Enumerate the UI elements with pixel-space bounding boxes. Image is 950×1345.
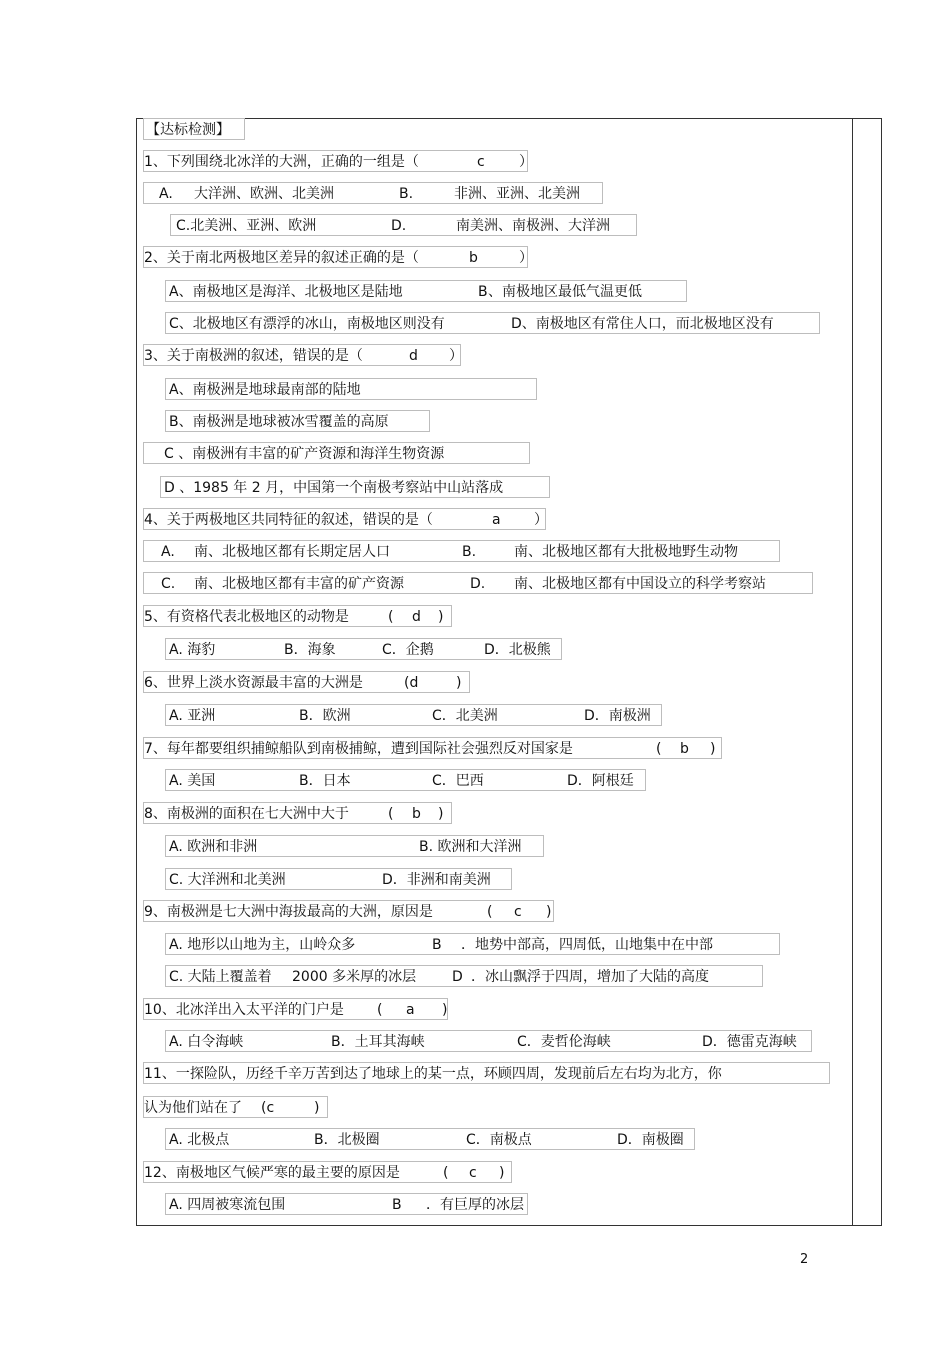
- line-segment: C. 大洋洲和北美洲: [169, 872, 286, 888]
- question-line: [165, 638, 562, 660]
- question-line: [143, 998, 448, 1020]
- question-line: [143, 508, 546, 530]
- line-segment: ）: [519, 154, 533, 170]
- question-line: [143, 900, 554, 922]
- line-segment: D．阿根廷: [567, 773, 634, 789]
- line-segment: 9、南极洲是七大洲中海拔最高的大洲，原因是: [144, 904, 433, 920]
- line-segment: ): [442, 1002, 448, 1018]
- line-segment: 4、关于两极地区共同特征的叙述，错误的是（: [144, 512, 433, 528]
- line-segment: ．有巨厚的冰层: [426, 1197, 524, 1213]
- line-segment: 南、北极地区都有大批极地野生动物: [514, 544, 738, 560]
- line-segment: B．北极圈: [314, 1132, 380, 1148]
- question-line: [143, 442, 530, 464]
- line-segment: ): [710, 741, 716, 757]
- line-segment: ．冰山飘浮于四周，增加了大陆的高度: [471, 969, 709, 985]
- line-segment: D: [452, 969, 463, 985]
- line-segment: 认为他们站在了: [144, 1100, 242, 1116]
- line-segment: D.: [470, 576, 486, 592]
- line-segment: 南美洲、南极洲、大洋洲: [456, 218, 610, 234]
- question-line: [143, 540, 780, 562]
- line-segment: 11、一探险队，历经千辛万苦到达了地球上的某一点，环顾四周，发现前后左右均为北方，你: [144, 1066, 722, 1082]
- line-segment: A.: [161, 544, 175, 560]
- line-segment: B.: [462, 544, 477, 560]
- question-line: [143, 182, 603, 204]
- line-segment: D．德雷克海峡: [702, 1034, 797, 1050]
- question-line: [143, 671, 470, 693]
- line-segment: B、南极洲是地球被冰雪覆盖的高原: [169, 414, 389, 430]
- line-segment: 非洲、亚洲、北美洲: [454, 186, 580, 202]
- question-line: [143, 1062, 830, 1084]
- line-segment: b: [469, 250, 478, 266]
- question-line: [165, 312, 820, 334]
- question-line: [143, 246, 533, 268]
- line-segment: d: [412, 609, 421, 625]
- question-line: [165, 280, 687, 302]
- table-column-divider: [852, 118, 853, 1226]
- line-segment: 南、北极地区都有中国设立的科学考察站: [514, 576, 766, 592]
- question-line: [143, 802, 452, 824]
- section-title: [143, 118, 245, 140]
- line-segment: C.北美洲、亚洲、欧洲: [176, 218, 317, 234]
- line-segment: ): [499, 1165, 505, 1181]
- question-line: [143, 1161, 512, 1183]
- question-line: [165, 378, 537, 400]
- question-line: [165, 835, 544, 857]
- question-line: [165, 410, 430, 432]
- question-line: [165, 868, 512, 890]
- line-segment: 3、关于南极洲的叙述，错误的是（: [144, 348, 363, 364]
- line-segment: ): [456, 675, 462, 691]
- line-segment: C．企鹅: [382, 642, 434, 658]
- line-segment: D 、1985 年 2 月，中国第一个南极考察站中山站落成: [164, 480, 504, 496]
- line-segment: D．非洲和南美洲: [382, 872, 491, 888]
- line-segment: 大洋洲、欧洲、北美洲: [194, 186, 334, 202]
- line-segment: 1、下列围绕北冰洋的大洲，正确的一组是（: [144, 154, 419, 170]
- line-segment: A. 白令海峡: [169, 1034, 244, 1050]
- line-segment: (: [656, 741, 662, 757]
- line-segment: C 、南极洲有丰富的矿产资源和海洋生物资源: [164, 446, 445, 462]
- line-segment: ): [438, 609, 444, 625]
- line-segment: D.: [391, 218, 407, 234]
- line-segment: c: [477, 154, 485, 170]
- line-segment: d: [409, 348, 418, 364]
- line-segment: (: [487, 904, 493, 920]
- line-segment: B．土耳其海峡: [331, 1034, 425, 1050]
- line-segment: (: [443, 1165, 449, 1181]
- line-segment: A. 北极点: [169, 1132, 230, 1148]
- line-segment: B．欧洲: [299, 708, 351, 724]
- question-line: [165, 769, 646, 791]
- line-segment: A. 地形以山地为主，山岭众多: [169, 937, 356, 953]
- question-line: [165, 1030, 812, 1052]
- line-segment: 2000 多米厚的冰层: [292, 969, 417, 985]
- line-segment: D．南极圈: [617, 1132, 684, 1148]
- line-segment: A、南极地区是海洋、北极地区是陆地: [169, 284, 403, 300]
- question-line: [165, 1193, 528, 1215]
- line-segment: ): [438, 806, 444, 822]
- line-segment: c: [469, 1165, 477, 1181]
- line-segment: ．地势中部高，四周低，山地集中在中部: [461, 937, 713, 953]
- line-segment: b: [680, 741, 689, 757]
- line-segment: C. 大陆上覆盖着: [169, 969, 272, 985]
- question-line: [165, 933, 780, 955]
- line-segment: C．麦哲伦海峡: [517, 1034, 611, 1050]
- line-segment: C.: [161, 576, 176, 592]
- line-segment: 、南极地区最低气温更低: [488, 284, 642, 300]
- line-segment: A. 四周被寒流包围: [169, 1197, 286, 1213]
- line-segment: C、北极地区有漂浮的冰山，南极地区则没有: [169, 316, 445, 332]
- line-segment: C．南极点: [466, 1132, 532, 1148]
- line-segment: a: [492, 512, 501, 528]
- line-segment: B．海象: [284, 642, 336, 658]
- line-segment: A. 欧洲和非洲: [169, 839, 258, 855]
- line-segment: (: [377, 1002, 383, 1018]
- line-segment: (: [388, 806, 394, 822]
- line-segment: B: [478, 284, 488, 300]
- line-segment: A. 亚洲: [169, 708, 216, 724]
- line-segment: ): [314, 1100, 320, 1116]
- line-segment: B: [392, 1197, 402, 1213]
- question-line: [143, 572, 813, 594]
- line-segment: 10、北冰洋出入太平洋的门户是: [144, 1002, 344, 1018]
- line-segment: A. 海豹: [169, 642, 216, 658]
- question-line: [170, 214, 637, 236]
- line-segment: A. 美国: [169, 773, 216, 789]
- line-segment: c: [514, 904, 522, 920]
- question-line: [143, 150, 533, 172]
- line-segment: D．南极洲: [584, 708, 651, 724]
- line-segment: b: [412, 806, 421, 822]
- line-segment: A、南极洲是地球最南部的陆地: [169, 382, 361, 398]
- line-segment: 7、每年都要组织捕鲸船队到南极捕鲸，遭到国际社会强烈反对国家是: [144, 741, 573, 757]
- question-line: [160, 476, 550, 498]
- line-segment: B．日本: [299, 773, 351, 789]
- question-line: [143, 344, 461, 366]
- line-segment: (d: [404, 675, 419, 691]
- line-segment: 南、北极地区都有长期定居人口: [194, 544, 390, 560]
- question-line: [165, 1128, 695, 1150]
- line-segment: B. 欧洲和大洋洲: [419, 839, 522, 855]
- line-segment: B: [432, 937, 442, 953]
- section-title-text: 【达标检测】: [146, 122, 230, 138]
- line-segment: A.: [159, 186, 173, 202]
- question-line: [165, 965, 763, 987]
- question-line: [143, 605, 452, 627]
- line-segment: 6、世界上淡水资源最丰富的大洲是: [144, 675, 363, 691]
- line-segment: ）: [534, 512, 548, 528]
- line-segment: (c: [261, 1100, 275, 1116]
- line-segment: 2、关于南北两极地区差异的叙述正确的是（: [144, 250, 419, 266]
- question-line: [165, 704, 662, 726]
- page-number: 2: [800, 1252, 809, 1267]
- line-segment: ）: [519, 250, 533, 266]
- line-segment: D、南极地区有常住人口，而北极地区没有: [511, 316, 774, 332]
- line-segment: ）: [449, 348, 463, 364]
- question-line: [143, 1096, 328, 1118]
- line-segment: ): [546, 904, 552, 920]
- line-segment: 12、南极地区气候严寒的最主要的原因是: [144, 1165, 400, 1181]
- line-segment: (: [388, 609, 394, 625]
- line-segment: 5、有资格代表北极地区的动物是: [144, 609, 349, 625]
- line-segment: C．巴西: [432, 773, 484, 789]
- question-line: [143, 737, 722, 759]
- line-segment: C．北美洲: [432, 708, 498, 724]
- line-segment: B.: [399, 186, 414, 202]
- line-segment: a: [406, 1002, 415, 1018]
- line-segment: D．北极熊: [484, 642, 551, 658]
- line-segment: 8、南极洲的面积在七大洲中大于: [144, 806, 349, 822]
- line-segment: 南、北极地区都有丰富的矿产资源: [194, 576, 404, 592]
